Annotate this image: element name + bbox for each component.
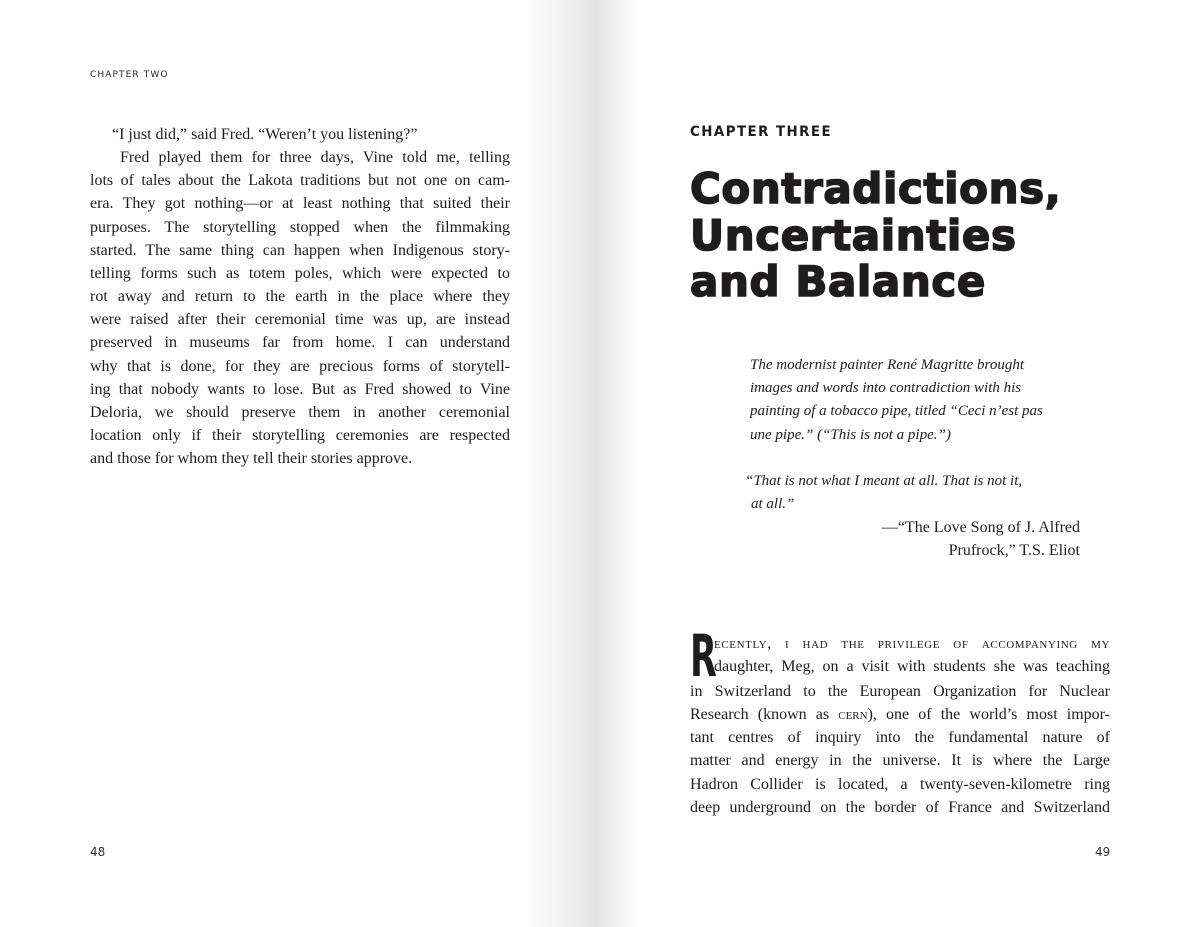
right-page-body	[690, 622, 1110, 819]
epigraph-line: painting of a tobacco pipe, titled “Ceci n’est pas	[750, 403, 1043, 420]
body-line-cern	[690, 703, 1110, 726]
body-line: why that is done, for they are precious forms of storytell-	[90, 357, 510, 375]
attribution-line: —“The Love Song of J. Alfred	[881, 519, 1080, 536]
body-line: location only if their storytelling ceremonies are respected	[90, 427, 510, 445]
body-line: daughter, Meg, on a visit with students she was teaching	[714, 658, 1110, 676]
body-line: purposes. The storytelling stopped when the filmmaking	[90, 218, 510, 236]
body-line: lots of tales about the Lakota traditions but not one on cam-	[90, 172, 510, 190]
body-line: started. The same thing can happen when Indigenous story-	[90, 241, 510, 259]
quote-attribution	[780, 516, 1080, 562]
body-line-opening: ecently, i had the privilege of accompanying my	[714, 635, 1110, 652]
quote-line: at all.”	[751, 496, 795, 513]
page-number: 48	[90, 845, 106, 859]
body-line: ing that nobody wants to lose. But as Fred showed to Vine	[90, 380, 510, 398]
body-line: rot away and return to the earth in the place where they	[90, 288, 510, 306]
body-line: and those for whom they tell their stories approve.	[90, 450, 413, 468]
body-line: “I just did,” said Fred. “Weren’t you listening?”	[112, 126, 418, 143]
chapter-title-line: Uncertainties	[690, 210, 1017, 260]
chapter-title-line: Contradictions,	[690, 164, 1062, 213]
running-head: CHAPTER TWO	[90, 70, 169, 80]
epigraph-line: une pipe.” (“This is not a pipe.”)	[750, 426, 951, 443]
body-line: Hadron Collider is located, a twenty-seven-kilometre ring	[690, 775, 1110, 793]
text-run: Research (known as	[690, 706, 839, 724]
acronym-cern: cern	[838, 706, 868, 724]
body-line: Deloria, we should preserve them in another ceremonial	[90, 403, 510, 421]
quote-line: “That is not what I meant at all. That is not it,	[745, 473, 1023, 489]
chapter-label: CHAPTER THREE	[690, 124, 833, 140]
drop-cap: R	[690, 622, 717, 690]
attribution-line: Prufrock,” T.S. Eliot	[948, 542, 1080, 560]
epigraph-line: The modernist painter René Magritte brought	[750, 357, 1024, 373]
body-line: telling forms such as totem poles, which were expected to	[90, 264, 510, 282]
left-page	[0, 0, 598, 927]
body-line: in Switzerland to the European Organization for Nuclear	[690, 683, 1110, 700]
epigraph	[750, 354, 1070, 447]
body-line: era. They got nothing—or at least nothing that suited their	[90, 195, 510, 213]
body-line: tant centres of inquiry into the fundamental nature of	[690, 729, 1110, 747]
left-page-body	[90, 123, 510, 470]
epigraph-quote	[745, 470, 1085, 516]
page-number: 49	[1095, 845, 1111, 859]
body-line: matter and energy in the universe. It is where the Large	[690, 752, 1110, 770]
body-line: Fred played them for three days, Vine told me, telling	[120, 149, 510, 167]
right-page	[600, 0, 1200, 927]
text-run: ), one of the world’s most impor-	[867, 706, 1110, 724]
epigraph-line: images and words into contradiction with his	[750, 380, 1022, 397]
body-line: preserved in museums far from home. I can understand	[90, 334, 510, 352]
chapter-title	[690, 166, 1061, 306]
body-line: deep underground on the border of France and Switzerland	[690, 798, 1110, 816]
body-line: were raised after their ceremonial time was up, are instead	[90, 311, 510, 329]
chapter-title-line: and Balance	[690, 257, 986, 306]
